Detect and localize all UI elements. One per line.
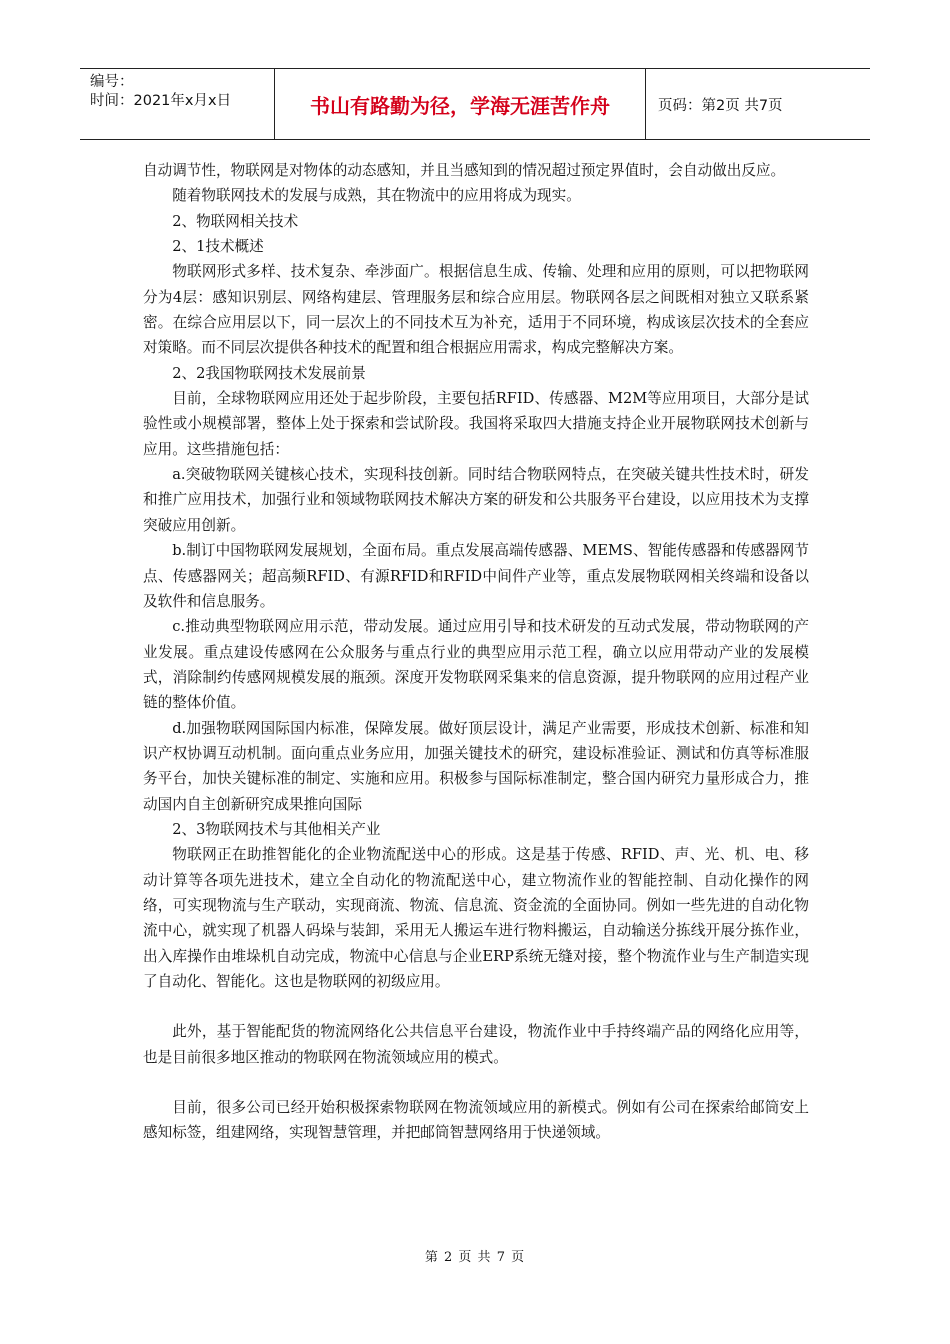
- paragraph: 此外，基于智能配货的物流网络化公共信息平台建设，物流作业中手持终端产品的网络化应用等，也是目前很多地区推动的物联网在物流领域应用的模式。: [143, 1023, 809, 1066]
- header-page-number: 页码：第2页 共7页: [658, 97, 783, 114]
- document-number-label: 编号：: [90, 74, 134, 90]
- page-header: [80, 68, 870, 140]
- document-date-label: 时间：2021年x月x日: [90, 93, 232, 109]
- paragraph: 目前，很多公司已经开始积极探索物联网在物流领域应用的新模式。例如有公司在探索给邮筒安上感知标签，组建网络，实现智慧管理，并把邮筒智慧网络用于快递领域。: [143, 1099, 809, 1142]
- subsection-heading: 2、1技术概述: [172, 238, 264, 256]
- page-footer: 第 2 页 共 7 页: [424, 1250, 526, 1265]
- subsection-heading: 2、3物联网技术与其他相关产业: [172, 820, 381, 838]
- paragraph: 物联网形式多样、技术复杂、牵涉面广。根据信息生成、传输、处理和应用的原则，可以把物联网分为4层：感知识别层、网络构建层、管理服务层和综合应用层。物联网各层之间既相对独立又联系紧密。在综合应用层以下，同一层次上的不同技术互为补充，适用于不同环境，构成该层次技术的全套应对策略。而不同层次提供各种技术的配置和组合根据应用需求，构成完整解决方案。: [143, 263, 809, 357]
- list-item: d.加强物联网国际国内标准，保障发展。做好顶层设计，满足产业需要，形成技术创新、标准和知识产权协调互动机制。面向重点业务应用，加强关键技术的研究，建设标准验证、测试和仿真等标准服务平台，加快关键标准的制定、实施和应用。积极参与国际标准制定，整合国内研究力量形成合力，推动国内自主创新研究成果推向国际: [143, 719, 809, 813]
- list-item: a.突破物联网关键核心技术，实现科技创新。同时结合物联网特点，在突破关键共性技术时，研发和推广应用技术，加强行业和领域物联网技术解决方案的研发和公共服务平台建设，以应用技术为支撑突破应用创新。: [143, 466, 809, 534]
- header-info-cell: [80, 69, 275, 139]
- paragraph: 自动调节性，物联网是对物体的动态感知，并且当感知到的情况超过预定界值时，会自动做出反应。: [143, 162, 786, 179]
- list-item: b.制订中国物联网发展规划，全面布局。重点发展高端传感器、MEMS、智能传感器和传感器网节点、传感器网关；超高频RFID、有源RFID和RFID中间件产业等，重点发展物联网相关终端和设备以及软件和信息服务。: [143, 542, 809, 610]
- header-motto: 书山有路勤为径，学海无涯苦作舟: [275, 69, 646, 139]
- paragraph: 随着物联网技术的发展与成熟，其在物流中的应用将成为现实。: [172, 187, 581, 205]
- paragraph: 物联网正在助推智能化的企业物流配送中心的形成。这是基于传感、RFID、声、光、机、电、移动计算等各项先进技术，建立全自动化的物流配送中心，建立物流作业的智能控制、自动化操作的网络，可实现物流与生产联动，实现商流、物流、信息流、资金流的全面协同。例如一些先进的自动化物流中心，就实现了机器人码垛与装卸，采用无人搬运车进行物料搬运，自动输送分拣线开展分拣作业，出入库操作由堆垛机自动完成，物流中心信息与企业ERP系统无缝对接，整个物流作业与生产制造实现了自动化、智能化。这也是物联网的初级应用。: [143, 846, 809, 990]
- document-body: [143, 158, 809, 1146]
- paragraph: 目前，全球物联网应用还处于起步阶段，主要包括RFID、传感器、M2M等应用项目，大部分是试验性或小规模部署，整体上处于探索和尝试阶段。我国将采取四大措施支持企业开展物联网技术创新与应用。这些措施包括：: [143, 390, 809, 458]
- section-heading: 2、物联网相关技术: [172, 212, 299, 230]
- subsection-heading: 2、2我国物联网技术发展前景: [172, 364, 366, 382]
- list-item: c.推动典型物联网应用示范，带动发展。通过应用引导和技术研发的互动式发展，带动物联网的产业发展。重点建设传感网在公众服务与重点行业的典型应用示范工程，确立以应用带动产业的发展模式，消除制约传感网规模发展的瓶颈。深度开发物联网采集来的信息资源，提升物联网的应用过程产业链的整体价值。: [143, 618, 809, 712]
